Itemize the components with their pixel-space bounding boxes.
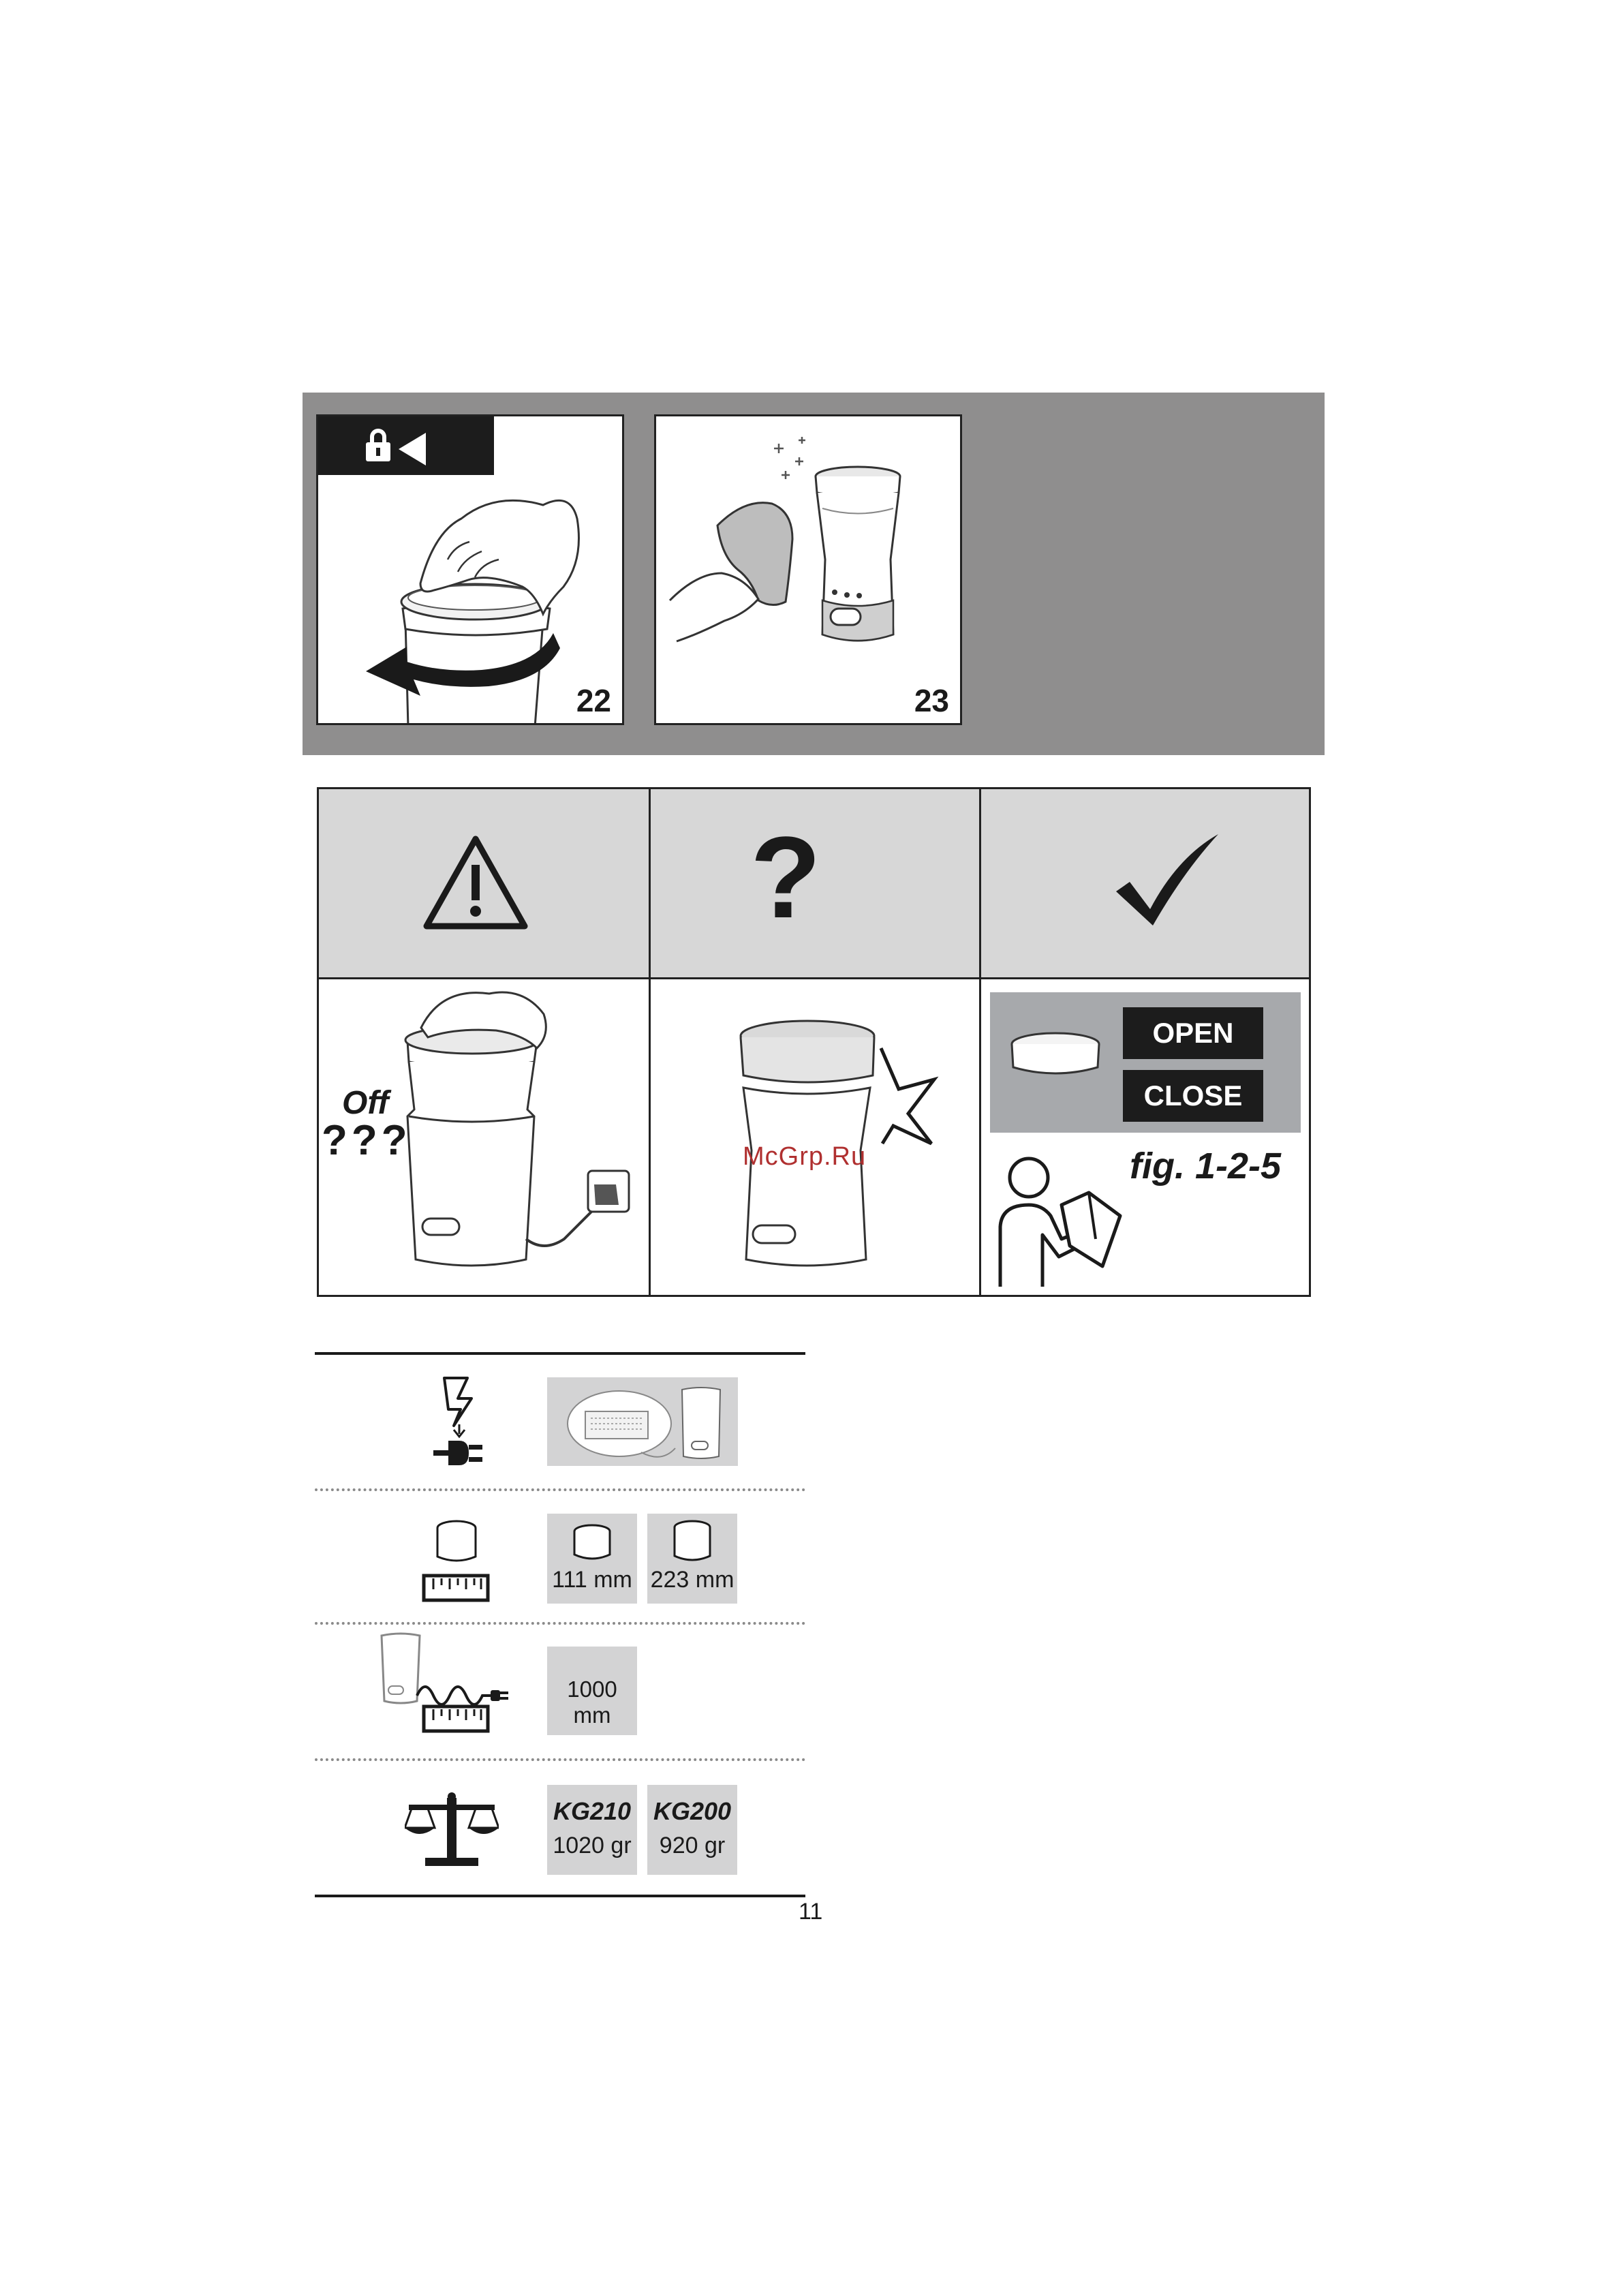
wipe-clean-illustration (656, 416, 962, 725)
cylinder-tall-icon (672, 1519, 713, 1564)
model-name-kg210: KG210 (553, 1797, 632, 1825)
step-number-23: 23 (914, 683, 949, 718)
lid-twist-illustration (318, 416, 624, 725)
rating-label-illustration (559, 1381, 730, 1462)
read-manual-icon (993, 1150, 1123, 1287)
model-name-kg200: KG200 (653, 1797, 732, 1825)
misaligned-lid-illustration (651, 980, 979, 1295)
specs-divider (315, 1758, 805, 1761)
dimensions-icon (421, 1518, 491, 1604)
step-23-frame (654, 414, 962, 725)
step-number-22: 22 (576, 683, 611, 718)
lightning-icon (444, 1378, 472, 1426)
power-rating-icons (431, 1375, 486, 1471)
open-close-panel (990, 992, 1301, 1133)
cylinder-icon (572, 1523, 613, 1563)
cord-length-value: 1000 mm (567, 1677, 617, 1728)
steps-panel (303, 393, 1325, 755)
cord-length-icon (377, 1630, 511, 1734)
open-label: OPEN (1123, 1007, 1263, 1059)
weighing-scale-icon (405, 1791, 499, 1867)
weight-box-kg210 (547, 1785, 637, 1875)
height-box (647, 1514, 737, 1604)
page-number: 11 (799, 1899, 823, 1925)
plug-icon (491, 1690, 508, 1701)
specs-bottom-rule (315, 1895, 805, 1897)
plug-icon (433, 1441, 482, 1465)
question-marks: ??? (322, 1117, 412, 1164)
checkmark-icon (1109, 830, 1225, 932)
close-label: CLOSE (1123, 1070, 1263, 1122)
watermark-text: McGrp.Ru (743, 1142, 867, 1171)
cord-length-box (547, 1647, 637, 1735)
sparkle-icon (774, 437, 805, 479)
off-label: Off (342, 1085, 389, 1121)
specs-top-rule (315, 1352, 805, 1355)
weight-value-kg200: 920 gr (659, 1833, 726, 1858)
weight-value-kg210: 1020 gr (553, 1833, 632, 1858)
figure-reference: fig. 1-2-5 (1130, 1146, 1282, 1187)
troubleshooting-table (317, 787, 1311, 1297)
lid-icon (1008, 1029, 1103, 1084)
step-22-frame (316, 414, 624, 725)
question-icon: ? (750, 813, 821, 943)
width-value: 111 mm (552, 1567, 632, 1593)
weight-box-kg200 (647, 1785, 737, 1875)
height-value: 223 mm (650, 1567, 735, 1593)
specs-divider (315, 1488, 805, 1491)
specs-divider (315, 1622, 805, 1625)
warning-icon (421, 833, 530, 933)
power-label-box (547, 1377, 738, 1466)
width-box (547, 1514, 637, 1604)
